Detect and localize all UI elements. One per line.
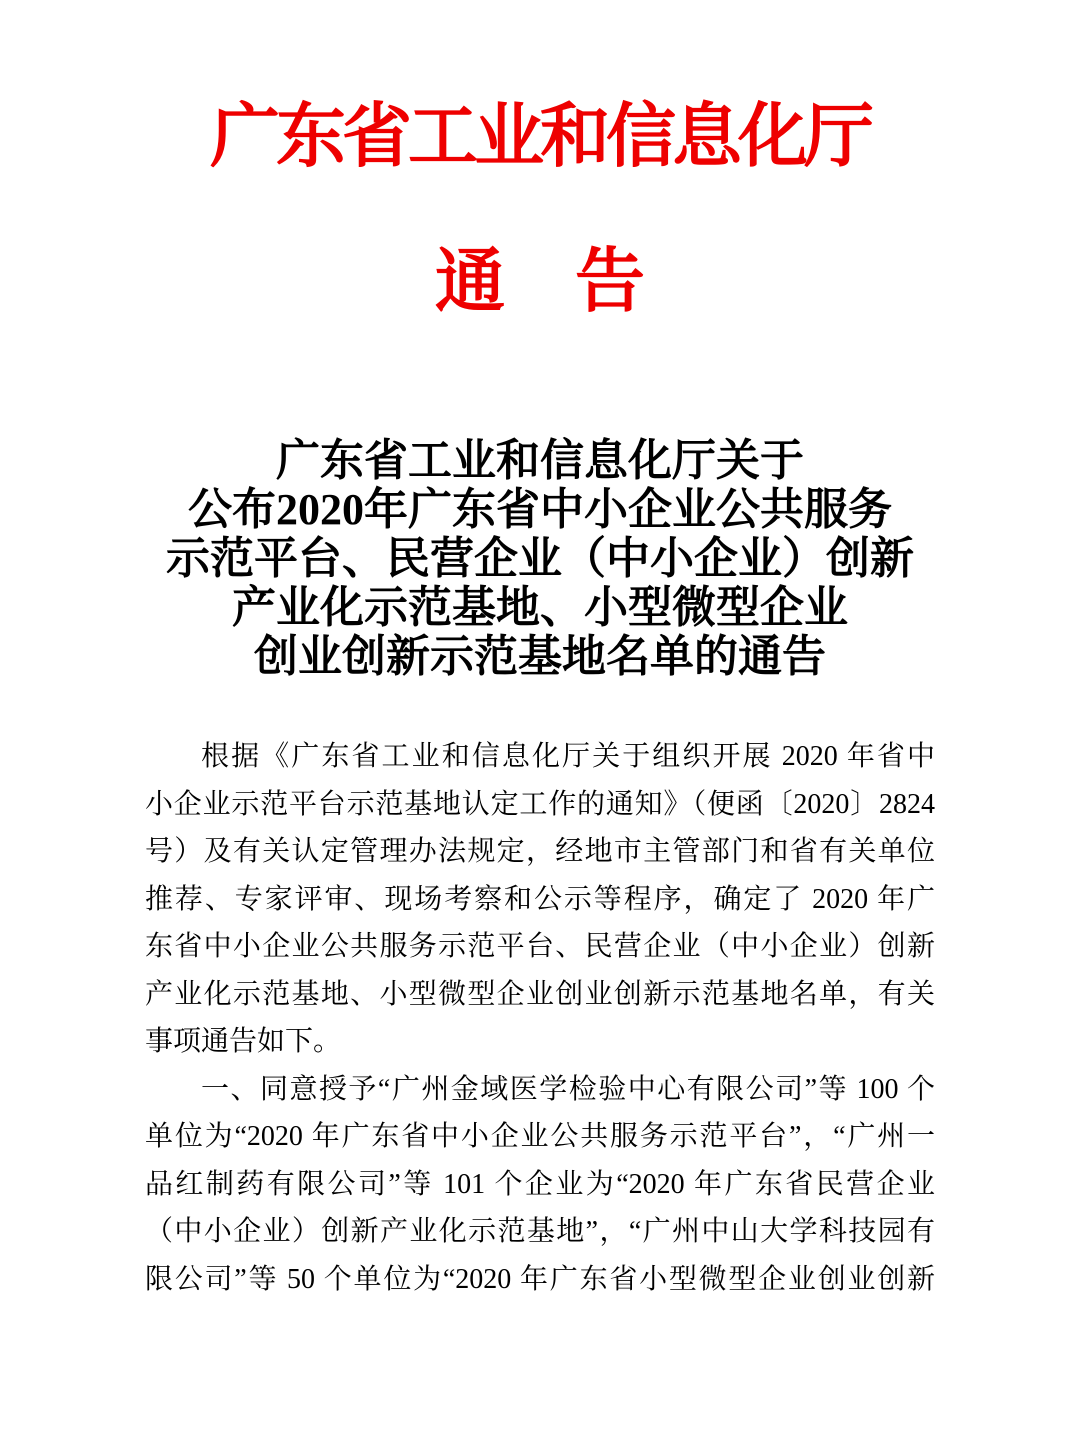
notice-title-line: 产业化示范基地、小型微型企业 — [232, 583, 848, 632]
body-line: 产业化示范基地、小型微型企业创业创新示范基地名单，有关 — [145, 978, 935, 1010]
body-line: 小企业示范平台示范基地认定工作的通知》（便函〔2020〕2824 — [145, 788, 935, 820]
notice-title — [0, 436, 1080, 681]
body-line: 东省中小企业公共服务示范平台、民营企业（中小企业）创新 — [145, 931, 935, 962]
notice-title-line: 广东省工业和信息化厅关于 — [276, 436, 804, 485]
body-line: 推荐、专家评审、现场考察和公示等程序，确定了 2020 年广 — [145, 883, 935, 915]
paragraph — [145, 1066, 935, 1304]
notice-title-line: 示范平台、民营企业（中小企业）创新 — [166, 534, 914, 583]
notice-title-line: 创业创新示范基地名单的通告 — [254, 632, 826, 681]
body-line: 限公司”等 50 个单位为“2020 年广东省小型微型企业创业创新 — [145, 1263, 935, 1295]
agency-title: 广东省工业和信息化厅 — [210, 99, 870, 176]
notice-body — [145, 733, 935, 1303]
body-line: 号）及有关认定管理办法规定，经地市主管部门和省有关单位 — [145, 836, 935, 867]
body-line: （中小企业）创新产业化示范基地”，“广州中山大学科技园有 — [145, 1216, 935, 1247]
body-line: 品红制药有限公司”等 101 个企业为“2020 年广东省民营企业 — [145, 1168, 935, 1200]
paragraph — [145, 733, 935, 1066]
body-line: 单位为“2020 年广东省中小企业公共服务示范平台”，“广州一 — [145, 1121, 935, 1152]
body-line: 根据《广东省工业和信息化厅关于组织开展 2020 年省中 — [201, 741, 935, 772]
body-line: 一、同意授予“广州金域医学检验中心有限公司”等 100 个 — [201, 1073, 935, 1105]
body-line: 事项通告如下。 — [145, 1026, 342, 1057]
notice-title-line: 公布2020年广东省中小企业公共服务 — [188, 485, 892, 534]
doc-type-title: 通 告 — [435, 244, 645, 321]
